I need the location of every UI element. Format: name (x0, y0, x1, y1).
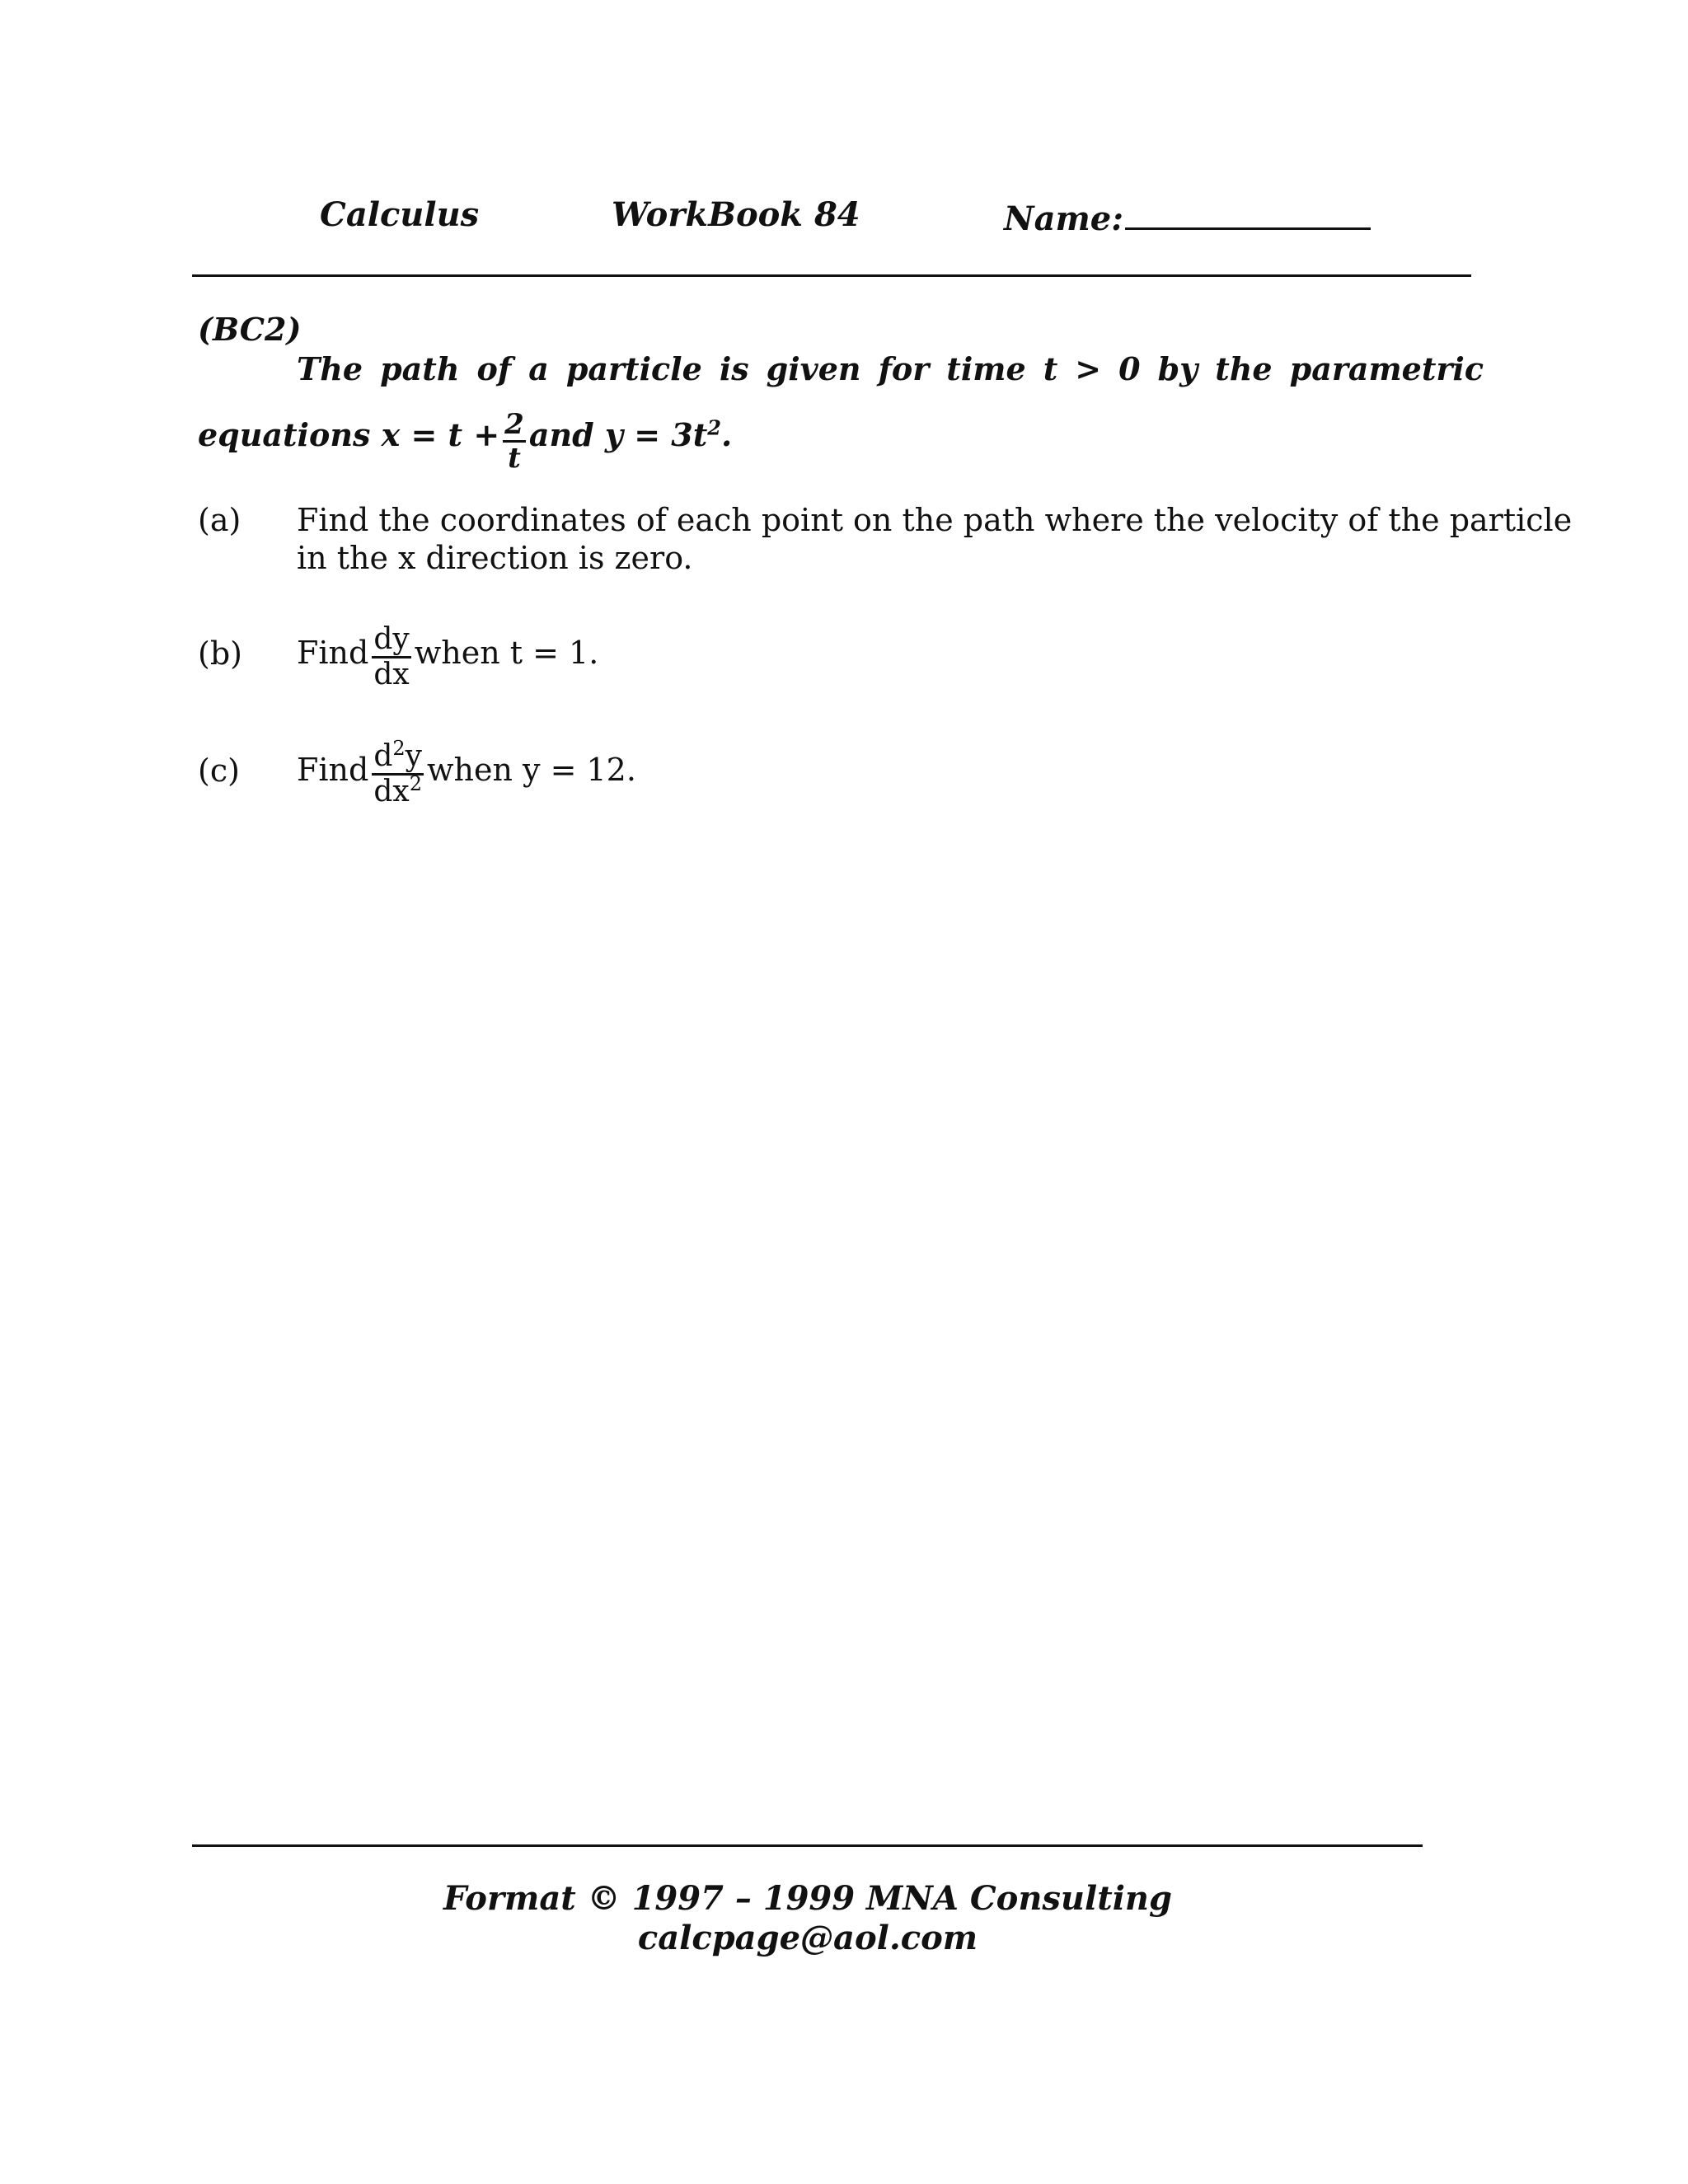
name-label: Name: (1004, 199, 1124, 238)
intro-mid: and y = 3t (528, 416, 708, 453)
part-a-label: (a) (198, 502, 241, 538)
part-c-text (297, 737, 1484, 808)
fraction-numerator: dy (372, 625, 410, 658)
fraction-d2y-dx2 (372, 737, 424, 808)
fraction-numerator: $d^2y$ (372, 742, 424, 776)
part-a-line2: in the x direction is zero. (297, 540, 693, 576)
name-blank-line (1125, 194, 1371, 230)
footer-rule (192, 1844, 1423, 1847)
intro-end: . (720, 416, 733, 453)
fraction-denominator: t (508, 442, 521, 475)
fraction-numerator: 2 (504, 408, 524, 441)
fraction-dy-dx (372, 622, 410, 691)
part-b-find: Find (297, 635, 369, 671)
problem-id: (BC2) (198, 311, 302, 348)
fraction-denominator: $dx^2$ (373, 772, 422, 808)
problem-intro-line2 (198, 407, 733, 475)
footer-copyright: Format © 1997 – 1999 MNA Consulting (443, 1879, 1172, 1918)
part-b-label: (b) (198, 635, 242, 672)
intro-prefix: equations x = t + (198, 416, 500, 453)
footer-email: calcpage@aol.com (637, 1919, 978, 1957)
part-a-line1: Find the coordinates of each point on the path where the velocity of the particle (297, 502, 1573, 538)
fraction-denominator: dx (373, 658, 410, 691)
problem-intro-line1: The path of a particle is given for time t > 0 by the parametric (297, 350, 1484, 387)
intro-exponent: 2 (707, 415, 721, 440)
workbook-number: WorkBook 84 (612, 195, 860, 234)
fraction-2-over-t (503, 408, 526, 475)
part-c-label: (c) (198, 752, 240, 789)
part-c-rest: when y = 12. (427, 752, 636, 788)
name-field (1004, 194, 1371, 240)
part-b-rest: when t = 1. (414, 635, 599, 671)
part-c-find: Find (297, 752, 369, 788)
course-title: Calculus (320, 195, 480, 234)
part-b-text (297, 620, 1484, 691)
header-rule (192, 274, 1471, 277)
